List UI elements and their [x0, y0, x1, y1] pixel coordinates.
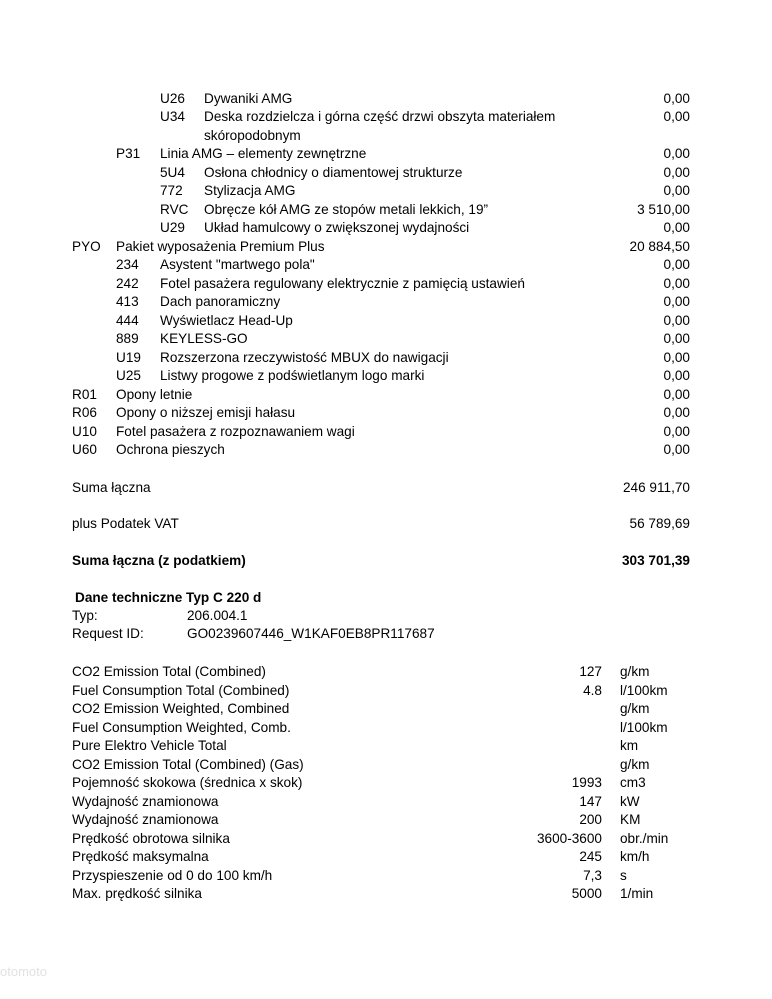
spec-row	[0, 682, 772, 700]
list-item	[0, 349, 772, 367]
spec-unit: g/km	[620, 664, 650, 679]
list-item	[0, 108, 772, 144]
item-description: Asystent "martwego pola"	[160, 257, 315, 272]
item-amount: 0,00	[663, 164, 690, 180]
spec-unit: l/100km	[620, 719, 668, 735]
list-item	[0, 90, 772, 108]
list-item	[0, 164, 772, 182]
item-code: RVC	[160, 201, 189, 217]
spec-row	[0, 756, 772, 774]
spec-row	[0, 737, 772, 755]
spec-label: CO2 Emission Total (Combined) (Gas)	[72, 756, 304, 772]
spec-row	[0, 793, 772, 811]
list-item	[0, 275, 772, 293]
spec-row	[0, 663, 772, 681]
spec-unit: g/km	[620, 756, 650, 772]
item-code: 772	[160, 183, 183, 198]
spec-label: Wydajność znamionowa	[72, 793, 219, 809]
spec-value: 1993	[571, 775, 602, 790]
spec-unit: 1/min	[620, 886, 654, 901]
spec-row	[0, 719, 772, 737]
list-item	[0, 404, 772, 422]
item-description: Opony o niższej emisji hałasu	[116, 405, 296, 420]
item-code: PYO	[72, 238, 101, 254]
item-description: Rozszerzona rzeczywistość MBUX do nawigacji	[160, 349, 449, 365]
spec-value: 127	[579, 664, 602, 679]
gross-total-label: Suma łączna (z podatkiem)	[72, 553, 246, 568]
spec-unit: g/km	[620, 701, 650, 716]
spec-value: 245	[579, 849, 602, 864]
item-description: Listwy progowe z podświetlanym logo marki	[160, 368, 425, 383]
gross-total-value: 303 701,39	[621, 553, 690, 568]
watermark: otomoto	[0, 964, 47, 979]
item-description: Fotel pasażera z rozpoznawaniem wagi	[116, 423, 355, 439]
list-item	[0, 386, 772, 404]
spec-row	[0, 830, 772, 848]
spec-row	[0, 811, 772, 829]
item-code: R06	[72, 405, 97, 420]
item-description: Fotel pasażera regulowany elektrycznie z pamięcią ustawień	[160, 275, 525, 291]
tech-title: Dane techniczne Typ C 220 d	[75, 590, 262, 605]
spec-value: 147	[579, 793, 602, 809]
item-amount: 0,00	[663, 275, 690, 291]
item-code: U10	[72, 423, 97, 439]
vat-value: 56 789,69	[629, 516, 690, 531]
item-amount: 0,00	[663, 91, 690, 106]
item-amount: 0,00	[663, 220, 690, 235]
sum-row	[0, 479, 772, 497]
item-code: U19	[116, 349, 141, 365]
spec-row	[0, 885, 772, 903]
spec-unit: KM	[620, 812, 641, 827]
list-item	[0, 367, 772, 385]
list-item	[0, 312, 772, 330]
item-description: Pakiet wyposażenia Premium Plus	[116, 238, 325, 254]
item-amount: 3 510,00	[637, 201, 690, 217]
spec-label: Fuel Consumption Weighted, Comb.	[72, 719, 291, 735]
type-row	[0, 607, 772, 625]
item-amount: 0,00	[663, 349, 690, 365]
item-amount: 0,00	[663, 423, 690, 439]
list-item	[0, 441, 772, 459]
item-code: 413	[116, 294, 139, 309]
list-item	[0, 182, 772, 200]
item-description: Linia AMG – elementy zewnętrzne	[160, 146, 367, 161]
item-description: Deska rozdzielcza i górna część drzwi obszyta materiałem skóropodobnym	[204, 109, 556, 143]
item-code: U29	[160, 220, 185, 235]
item-amount: 0,00	[663, 312, 690, 328]
item-description: Dywaniki AMG	[204, 91, 293, 106]
spec-row	[0, 774, 772, 792]
spec-row	[0, 867, 772, 885]
spec-label: Prędkość maksymalna	[72, 849, 209, 864]
spec-unit: cm3	[620, 775, 646, 790]
item-amount: 0,00	[663, 386, 690, 402]
item-code: U26	[160, 91, 185, 106]
spec-label: Przyspieszenie od 0 do 100 km/h	[72, 867, 273, 883]
spec-row	[0, 700, 772, 718]
item-description: Wyświetlacz Head-Up	[160, 312, 293, 328]
item-amount: 0,00	[663, 294, 690, 309]
item-code: 444	[116, 312, 139, 328]
item-code: 242	[116, 275, 139, 291]
item-code: U34	[160, 109, 185, 124]
spec-label: Pojemność skokowa (średnica x skok)	[72, 775, 303, 790]
item-description: Obręcze kół AMG ze stopów metali lekkich, 19”	[204, 201, 489, 217]
spec-unit: km/h	[620, 849, 650, 864]
item-code: 234	[116, 257, 139, 272]
item-amount: 0,00	[663, 257, 690, 272]
spec-label: CO2 Emission Weighted, Combined	[72, 701, 290, 716]
list-item	[0, 145, 772, 163]
spec-label: Wydajność znamionowa	[72, 812, 219, 827]
spec-label: Pure Elektro Vehicle Total	[72, 738, 227, 753]
item-code: P31	[116, 146, 141, 161]
tech-title-row	[0, 589, 772, 607]
sum-value: 246 911,70	[622, 480, 690, 495]
vat-label: plus Podatek VAT	[72, 516, 179, 531]
spec-label: Prędkość obrotowa silnika	[72, 830, 230, 846]
spec-label: CO2 Emission Total (Combined)	[72, 664, 266, 679]
item-amount: 0,00	[663, 109, 690, 124]
item-code: R01	[72, 386, 97, 402]
item-description: KEYLESS-GO	[160, 331, 248, 346]
item-amount: 0,00	[663, 442, 690, 457]
sum-label: Suma łączna	[72, 480, 151, 495]
list-item	[0, 256, 772, 274]
item-amount: 0,00	[663, 368, 690, 383]
item-code: 5U4	[160, 164, 185, 180]
spec-unit: l/100km	[620, 682, 668, 698]
item-description: Ochrona pieszych	[116, 442, 225, 457]
item-description: Stylizacja AMG	[204, 183, 296, 198]
request-value: GO0239607446_W1KAF0EB8PR117687	[187, 626, 435, 641]
item-amount: 20 884,50	[629, 238, 690, 254]
list-item	[0, 201, 772, 219]
spec-value: 5000	[571, 886, 602, 901]
spec-unit: kW	[620, 793, 640, 809]
item-code: 889	[116, 331, 139, 346]
list-item	[0, 219, 772, 237]
item-code: U60	[72, 442, 97, 457]
request-row	[0, 625, 772, 643]
type-label: Typ:	[72, 608, 98, 623]
spec-unit: km	[620, 738, 639, 753]
spec-value: 200	[579, 812, 602, 827]
spec-label: Fuel Consumption Total (Combined)	[72, 682, 290, 698]
item-description: Dach panoramiczny	[160, 294, 281, 309]
spec-unit: s	[620, 867, 627, 883]
item-code: U25	[116, 368, 141, 383]
item-description: Układ hamulcowy o zwiększonej wydajności	[204, 220, 470, 235]
type-value: 206.004.1	[187, 608, 248, 623]
item-description: Opony letnie	[116, 386, 193, 402]
item-amount: 0,00	[663, 183, 690, 198]
item-amount: 0,00	[663, 331, 690, 346]
spec-label: Max. prędkość silnika	[72, 886, 202, 901]
spec-value: 7,3	[583, 867, 602, 883]
item-description: Osłona chłodnicy o diamentowej strukturze	[204, 164, 463, 180]
gross-total-row	[0, 552, 772, 570]
list-item	[0, 423, 772, 441]
spec-unit: obr./min	[620, 830, 669, 846]
item-amount: 0,00	[663, 405, 690, 420]
request-label: Request ID:	[72, 626, 144, 641]
vat-row	[0, 515, 772, 533]
spec-value: 3600-3600	[536, 830, 602, 846]
list-item	[0, 293, 772, 311]
list-item	[0, 330, 772, 348]
spec-value: 4.8	[583, 682, 602, 698]
list-item	[0, 238, 772, 256]
spec-row	[0, 848, 772, 866]
item-amount: 0,00	[663, 146, 690, 161]
